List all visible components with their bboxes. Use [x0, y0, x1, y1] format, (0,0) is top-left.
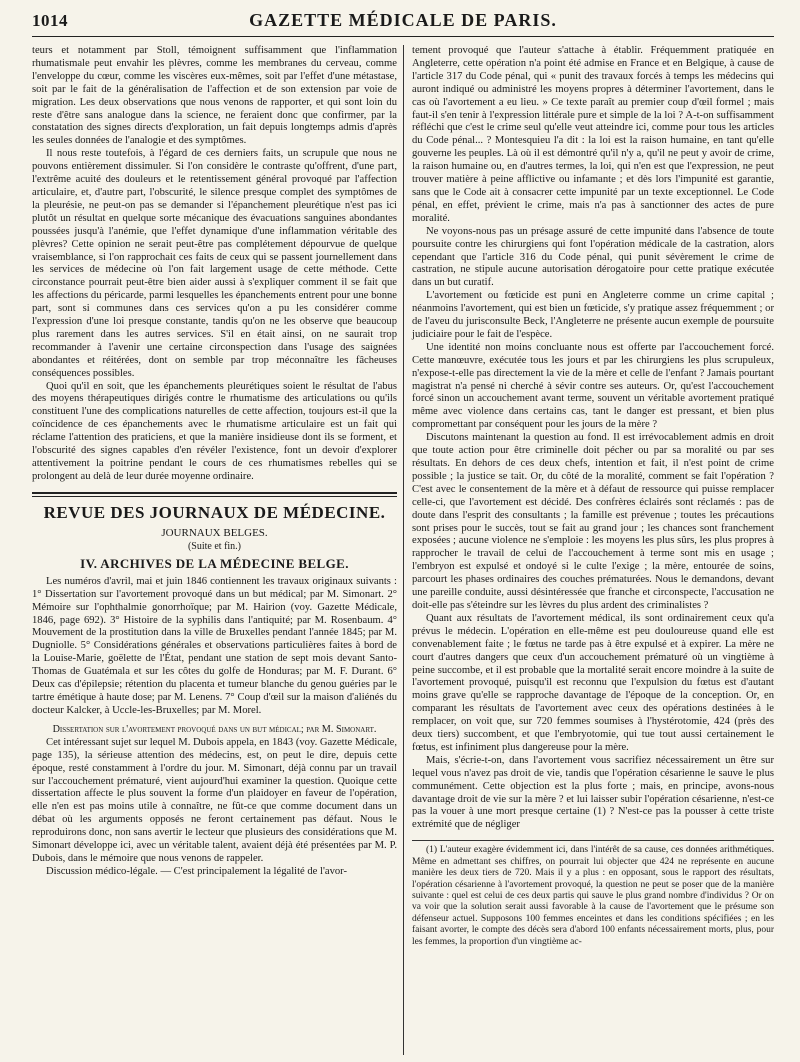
paragraph: Cet intéressant sujet sur lequel M. Dubois appela, en 1843 (voy. Gazette Médicale, page 135), la sérieuse attention des médecins, est, on peut le dire, depuis cette époque, resté constamment à l'ordre du jour. M. Simonart, déjà connu par un travail sur l'accouchement prématuré, vient aujourd'hui examiner la question. Quoique cette dissertation affecte le plus souvent la forme d'un plaidoyer en faveur de l'opération, elle n'en est pas moins utile à connaître, ne fût-ce que comme document dans un débat où les arguments opposés ne feront certainement pas défaut. Nous le reproduirons donc, non sans avertir le lecteur que plusieurs des considérations que M. Simonart développe ici, avec un véritable talent, avaient déjà été présentées par M. P. Dubois, dans le mémoire que nous venons de rappeler.	[32, 736, 397, 864]
paragraph: Quoi qu'il en soit, que les épanchements pleurétiques soient le résultat de l'abus des moyens thérapeutiques dirigés contre le rhumatisme des articulations ou qu'ils constituent l'une des complications naturelles de cette affection, toujours est-il que la coïncidence de ces épanchements avec le rhumatisme articulaire est un fait qui réclame l'attention des praticiens, et que la manière insidieuse dont ils se forment, et l'obscurité des signes capables d'en révéler l'existence, font un devoir d'explorer attentivement la poitrine pendant le cours de ces rhumatismes rebelles qui se prolongent au delà de leur durée moyenne ordinaire.	[32, 380, 397, 482]
paragraph: Quant aux résultats de l'avortement médical, ils sont ordinairement ceux qu'a prévus le médecin. L'opération en elle-même est peu douloureuse quand elle est convenablement faite ; le fœtus ne tarde pas à être expulsé et à expirer. La mère ne court d'autres dangers que ceux d'un accouchement prématuré où un vingtième à peine succombe, et il est probable que la mortalité serait encore moindre à la suite de l'avortement provoqué, puisqu'il est reconnu que l'expulsion du fœtus est d'autant moins grave qu'elle se rapproche davantage de l'époque de la conception. Or, en comparant les résultats de l'avortement avec ceux des opérations destinées à le remplacer, on voit que, sur 720 femmes soumises à l'hystérotomie, 424 (près des deux tiers) succombent, et que l'embryotomie, qui tue tout aussi certainement le fœtus, est infiniment plus dangereuse pour la mère.	[412, 612, 774, 753]
page-header	[32, 10, 774, 37]
paragraph: tement provoqué que l'auteur s'attache à établir. Fréquemment pratiquée en Angleterre, cette opération n'a point été admise en France et en Belgique, à cause de l'article 317 du Code pénal, qui « punit des travaux forcés à temps les médecins qui auront indiqué ou administré les moyens propres à déterminer l'avortement, dans le cas où l'avortement a eu lieu. » Ce texte paraît au premier coup d'œil formel ; mais faut-il s'en tenir à l'expression littérale pure et simple de la loi ? A-t-on suffisamment réfléchi que c'est le crime seul qu'elle veut atteindre ici, comme pour tous les articles du Code pénal... ? Montesquieu l'a dit : la loi est la raison humaine, en tant qu'elle gouverne les peuples. Là où il est démontré qu'il n'y a, qu'il ne peut y avoir de crime, la raison humaine ou, en d'autres termes, la loi, qui n'en est que l'expression, ne peut trouver matière à peine afflictive ou infamante ; et dès lors l'impunité est garantie, sans que le Code ait à consacrer cette impunité par un texte exceptionnel. Le Code pénal, en effet, prévient le crime, mais n'a pas à sanctionner des actes de pure moralité.	[412, 45, 774, 224]
paragraph: Mais, s'écrie-t-on, dans l'avortement vous sacrifiez nécessairement un être sur lequel vous n'avez pas droit de vie, tandis que l'opération césarienne le sauve le plus communément. Cette objection est la plus forte ; mais, en principe, avons-nous davantage droit de vie sur la mère ? et lui laisser subir l'opération césarienne, n'est-ce pas la vouer à une mort presque certaine (1) ? N'est-ce pas la pousser à cette triste extrémité que de négliger	[412, 754, 774, 831]
journal-title: GAZETTE MÉDICALE DE PARIS.	[249, 10, 557, 30]
footnote	[412, 845, 774, 948]
paragraph: teurs et notamment par Stoll, témoignent suffisamment que l'inflammation rhumatismale peut envahir les plèvres, comme les membranes du cerveau, comme l'enveloppe du cœur, comme les viscères eux-mêmes, soit par l'effet d'une métastase, soit par le fait de la généralisation de l'affection et de son extension par voie de migration. Les deux observations que nous venons de rapporter, et qui sont loin du reste d'être sans analogue dans la science, ne feraient donc que confirmer, par la constatation des signes directs d'exploration, un fait depuis longtemps admis d'après les seules données de l'analogie et des symptômes.	[32, 45, 397, 147]
paragraph: Discussion médico-légale. — C'est principalement la légalité de l'avor-	[46, 865, 348, 877]
paragraph: Il nous reste toutefois, à l'égard de ces derniers faits, un scrupule que nous ne pouvons entièrement dissimuler. Si l'on considère le contraste qu'offrent, d'une part, l'extrême acuité des douleurs et le retentissement général provoqué par l'affection articulaire, et, d'autre part, l'obscurité, le silence presque complet des symptômes de la pleurésie, ne peut-on pas se demander si l'épanchement pleurétique n'est pas ici plutôt un résultat en quelque sorte mécanique des évacuations sanguines abondantes poussées jusqu'à l'anémie, que l'effet dynamique d'une inflammation véritable des plèvres? Cette opinion ne serait peut-être pas complétement dépourvue de quelque vraisemblance, si l'on rapprochait ces faits de ceux qui se passent journellement dans les services de médecine où l'on fait largement usage de cette méthode. Cette circonstance pourrait peut-être bien aider aussi à s'expliquer comment il se fait que les affections du péricarde, parmi lesquelles les épanchements entrent pour une bonne part, sont si communes dans ces services qu'on a pu les considérer comme l'expression d'une loi presque constante, tandis qu'on ne les observe que beaucoup plus rarement dans les autres services. S'il en était ainsi, on ne saurait trop recommander à l'avenir une certaine circonspection dans l'usage des saignées abondantes et réitérées, dont on semble par trop méconnaître les fâcheuses conséquences possibles.	[32, 148, 397, 379]
article-heading: Dissertation sur l'avortement provoqué dans un but médical; par M. Simonart.	[52, 723, 377, 735]
footnote-text: (1) L'auteur exagère évidemment ici, dans l'intérêt de sa cause, ces données arithmétiques. Même en admettant ses chiffres, on pourrait lui objecter que 424 ne représente en aucune manière les deux tiers de 720. Mais il y a plus : en opposant, sous le rapport des résultats, l'opération césarienne à l'avortement provoqué, la question ne peut se poser que de la manière suivante : quel est celui de ces deux partis qui sauve le plus grand nombre d'individus ? Or on va voir que la solution serait aussi favorable à la cause de l'avortement que le présume son défenseur actuel. Supposons 100 femmes enceintes et dans les conditions spécifiées ; en les faisant avorter, le compte des décès sera d'abord 100 enfants nécessairement morts, plus, pour les femmes, la proportion d'un vingtième ac-	[412, 845, 774, 947]
paragraph: Les numéros d'avril, mai et juin 1846 contiennent les travaux originaux suivants : 1° Dissertation sur l'avortement provoqué dans un but médical; par M. Simonart. 2° Mémoire sur l'ophthalmie gonorrhoïque; par M. Hairion (voy. Gazette Médicale, 1846, page 692). 3° Histoire de la syphilis dans l'antiquité; par M. Rosenbaum. 4° Mouvement de la prostitution dans la ville de Bruxelles pendant l'année 1845; par M. Dugniolle. 5° Considérations générales et observations particulières faites à bord de la Louise-Marie, goëlette de l'État, pendant une station de sept mois devant Santo-Thomas de Guatémala et sur les côtes du golfe de Honduras; par M. F. Durant. 6° Deux cas d'épilepsie; rétention du placenta et tumeur blanche du genou guéries par le tartre émétique à haute dose; par M. Lenens. 7° Coup d'œil sur la maison d'aliénés du docteur Kalcker, à Uccle-les-Bruxelles; par M. Morel.	[32, 575, 397, 716]
continuation-note: (Suite et fin.)	[187, 540, 242, 552]
right-column	[404, 45, 774, 1055]
page-number: 1014	[32, 11, 68, 30]
subheading: JOURNAUX BELGES.	[161, 526, 268, 539]
section-divider	[32, 492, 397, 497]
paragraph: L'avortement ou fœticide est puni en Angleterre comme un crime capital ; néanmoins l'avortement, qui est bien un fœticide, s'y pratique assez fréquemment ; or de l'aveu du jurisconsulte Beck, l'Angleterre ne présente aucun exemple de poursuite judiciaire pour le fait de l'espèce.	[412, 290, 774, 340]
paragraph: Discutons maintenant la question au fond. Il est irrévocablement admis en droit que toute action pour être criminelle doit pécher ou par sa moralité ou par ses résultats. En dehors de ces deux chefs, intention et fait, il n'est point de crime possible ; la justice se tait. Or, du côté de la moralité, comment se fait l'opération ? C'est avec le consentement de la mère et à défaut de ressource qui puisse remplacer celle-ci, que l'avortement est décidé. Des confrères éclairés sont réclamés : pas de doute dans l'esprit des consultants ; la famille est prévenue ; toutes les précautions sont prises pour le succès, tout se fait au grand jour ; les chances sont franchement exposées ; aucune violence ne s'emploie : les moyens les plus sûrs, les plus propres à rapprocher le travail de celui de l'accouchement à terme sont mis en usage ; l'embryon est expulsé et ondoyé si le culte l'exige ; la mère, entourée de soins, parcourt les phases ordinaires des couches prématurées. Nous le demandons, devant une pareille conduite, aussi désintéressée que franche et circonspecte, l'accusation ne doit-elle pas s'éteindre sur les lèvres du plus ardent des criminalistes ?	[412, 432, 774, 611]
section-title: IV. ARCHIVES DE LA MÉDECINE BELGE.	[80, 555, 349, 571]
footnote-divider	[412, 840, 774, 841]
review-title: REVUE DES JOURNAUX DE MÉDECINE.	[43, 502, 386, 522]
left-column	[32, 45, 404, 1055]
text-columns	[32, 45, 774, 1055]
paragraph: Ne voyons-nous pas un présage assuré de cette impunité dans l'absence de toute poursuite contre les chirurgiens qui font l'opération médicale de la castration, alors cependant que l'article 316 du Code pénal, qui punit sévèrement le crime de castration, ne stipule aucune autorisation dérogatoire pour cette pratique exécutée dans un but curatif.	[412, 225, 774, 289]
paragraph: Une identité non moins concluante nous est offerte par l'accouchement forcé. Cette manœuvre, exécutée tous les jours et par les chirurgiens les plus scrupuleux, n'expose-t-elle pas directement la vie de la mère et celle de l'enfant ? Jamais pourtant magistrat n'a pensé ni cherché à sévir contre ses auteurs. Or, qu'est l'accouchement forcé sinon un accouchement avant terme, souvent un véritable avortement pratiqué même avec violence dans certains cas, tant le danger est pressant, et bien plus compromettant par conséquent pour les jours de la mère ?	[412, 341, 774, 431]
